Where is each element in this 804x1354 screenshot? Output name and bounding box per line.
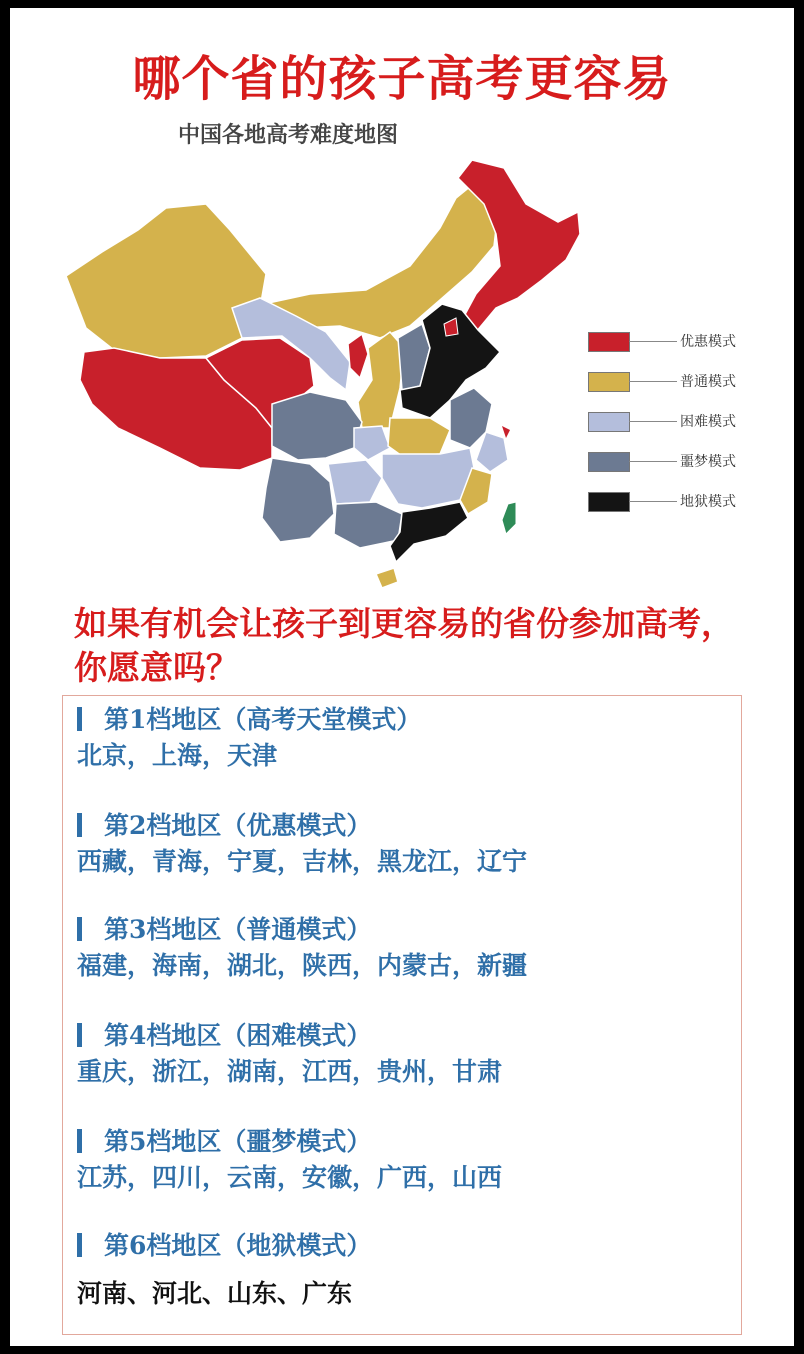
region-ningxia [348, 334, 368, 378]
region-guangdong [390, 502, 468, 562]
legend-swatch [588, 372, 630, 392]
tier-block [77, 1018, 737, 1090]
tier-heading: 第5档地区（噩梦模式） [104, 1127, 372, 1156]
legend-label: 地狱模式 [680, 494, 736, 510]
tier-block [77, 808, 737, 880]
tier-block [77, 702, 737, 774]
tier-heading: 第2档地区（优惠模式） [104, 811, 372, 840]
region-hubei [388, 418, 450, 456]
legend-swatch [588, 452, 630, 472]
region-sichuan [272, 392, 362, 460]
legend-label: 普通模式 [680, 374, 736, 390]
tier-marker [77, 1023, 82, 1047]
tier-regions: 西藏，青海，宁夏，吉林，黑龙江，辽宁 [77, 847, 528, 876]
region-guizhou [328, 460, 382, 504]
main-title: 哪个省的孩子高考更容易 [132, 51, 672, 107]
tier-block [77, 912, 737, 984]
tier-list-box [62, 695, 742, 1335]
tier-regions: 重庆，浙江，湖南，江西，贵州，甘肃 [77, 1057, 503, 1086]
tier-regions: 江苏，四川，云南，安徽，广西，山西 [77, 1163, 503, 1192]
region-taiwan [502, 502, 516, 534]
map-legend [588, 328, 778, 528]
region-guangxi [334, 502, 402, 548]
region-shanghai [502, 426, 510, 438]
legend-label: 优惠模式 [680, 334, 736, 350]
tier-heading: 第6档地区（地狱模式） [104, 1231, 372, 1260]
map-subtitle: 中国各地高考难度地图 [178, 123, 399, 148]
tier-block [77, 1228, 737, 1312]
legend-label: 困难模式 [680, 414, 736, 430]
region-xinjiang [66, 204, 266, 358]
legend-item [588, 328, 778, 368]
legend-swatch [588, 412, 630, 432]
tier-marker [77, 1129, 82, 1153]
legend-item [588, 368, 778, 408]
legend-item [588, 488, 778, 528]
tier-regions: 河南、河北、山东、广东 [77, 1279, 353, 1308]
tier-marker [77, 707, 82, 731]
infographic [10, 8, 794, 1346]
legend-item [588, 408, 778, 448]
tier-marker [77, 917, 82, 941]
tier-marker [77, 813, 82, 837]
region-hainan [376, 568, 398, 588]
legend-swatch [588, 492, 630, 512]
legend-label: 噩梦模式 [680, 454, 736, 470]
legend-item [588, 448, 778, 488]
tier-block [77, 1124, 737, 1196]
tier-regions: 北京，上海，天津 [77, 741, 278, 770]
tier-marker [77, 1233, 82, 1257]
question-text: 如果有机会让孩子到更容易的省份参加高考，你愿意吗？ [74, 604, 734, 687]
tier-heading: 第4档地区（困难模式） [104, 1021, 372, 1050]
legend-swatch [588, 332, 630, 352]
region-yunnan [262, 458, 334, 542]
tier-regions: 福建，海南，湖北，陕西，内蒙古，新疆 [77, 951, 528, 980]
tier-heading: 第1档地区（高考天堂模式） [104, 705, 422, 734]
tier-heading: 第3档地区（普通模式） [104, 915, 372, 944]
